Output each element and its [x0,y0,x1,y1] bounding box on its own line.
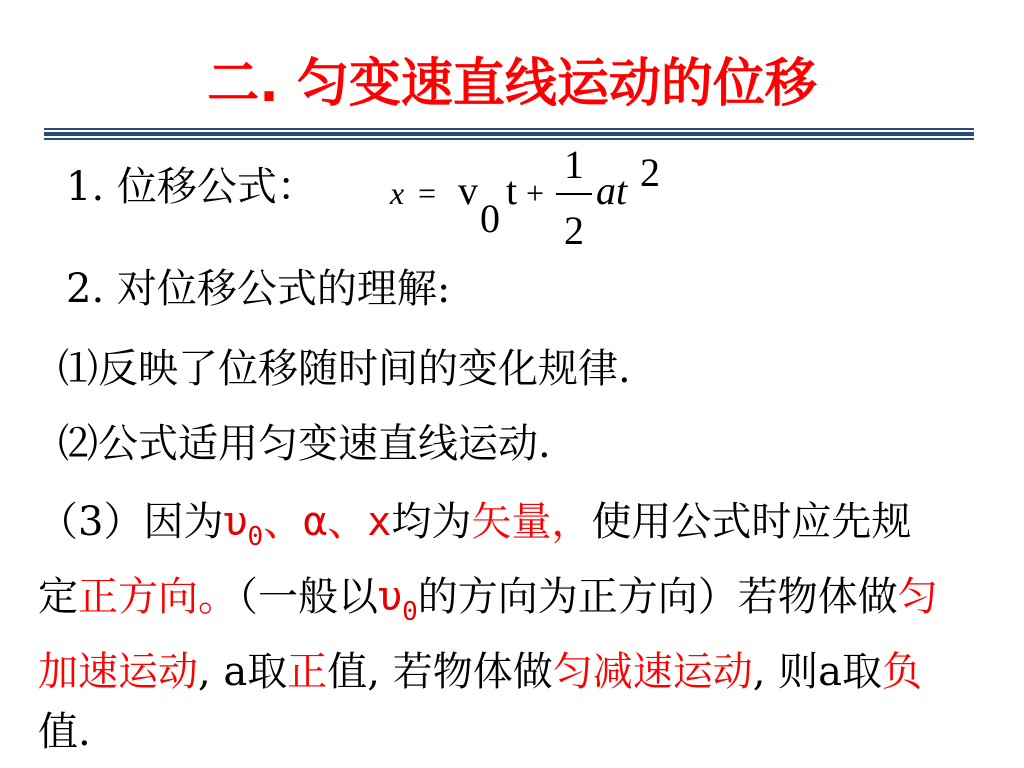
text-segment-4: 的方向为正方向）若物体做 [417,574,898,620]
vector-term: 矢量， [471,499,592,545]
v0-symbol-2: υ [378,574,403,620]
formula-at: at [596,168,628,213]
divider-line-bottom [44,138,974,140]
point-2: ⑵公式适用匀变速直线运动. [58,421,551,467]
text-segment-5: , a取 [198,649,288,695]
text-segment-1: 均为 [391,499,472,545]
uniform-acceleration-term: 匀加速运动 [38,574,938,695]
v0-subscript: 0 [247,522,264,552]
x-symbol: x [367,499,392,545]
text-segment-7: , 则a取 [752,649,882,695]
displacement-formula [388,142,678,252]
divider-line-middle [44,132,974,136]
point-3-prefix: （3）因为 [38,499,224,545]
text-segment-2: 使用公式时应先规定 [38,499,912,620]
positive-direction-term: 正方向。 [78,574,238,620]
title-divider [44,128,974,140]
formula-svg [388,142,678,252]
formula-v: v [458,168,478,213]
formula-v-subscript: 0 [480,196,500,241]
separator-2: 、 [327,499,368,545]
formula-exponent: 2 [640,150,660,195]
v0-symbol: υ [223,499,248,545]
a-symbol: α [303,499,328,545]
point-1: ⑴反映了位移随时间的变化规律. [58,346,631,392]
positive-term: 正 [287,649,328,695]
text-segment-3: （一般以 [238,574,378,620]
formula-t: t [506,168,518,213]
point-3-paragraph [38,492,948,762]
uniform-deceleration-term: 匀减速运动 [552,649,753,695]
separator-1: 、 [263,499,304,545]
formula-fraction-numerator: 1 [564,142,584,187]
v0-subscript-2: 0 [402,597,418,627]
section-2-heading: 2. 对位移公式的理解: [66,266,451,312]
formula-fraction-denominator: 2 [564,208,584,252]
formula-equals: = [418,175,437,211]
formula-plus: + [526,175,545,211]
formula-x: x [390,175,405,211]
formula-label: 1. 位移公式： [66,164,317,210]
negative-term: 负 [882,649,922,695]
divider-line-top [44,128,974,130]
slide-title: 二. 匀变速直线运动的位移 [207,54,817,114]
text-segment-6: 值, 若物体做 [327,649,553,695]
text-segment-end: 值. [38,709,91,755]
